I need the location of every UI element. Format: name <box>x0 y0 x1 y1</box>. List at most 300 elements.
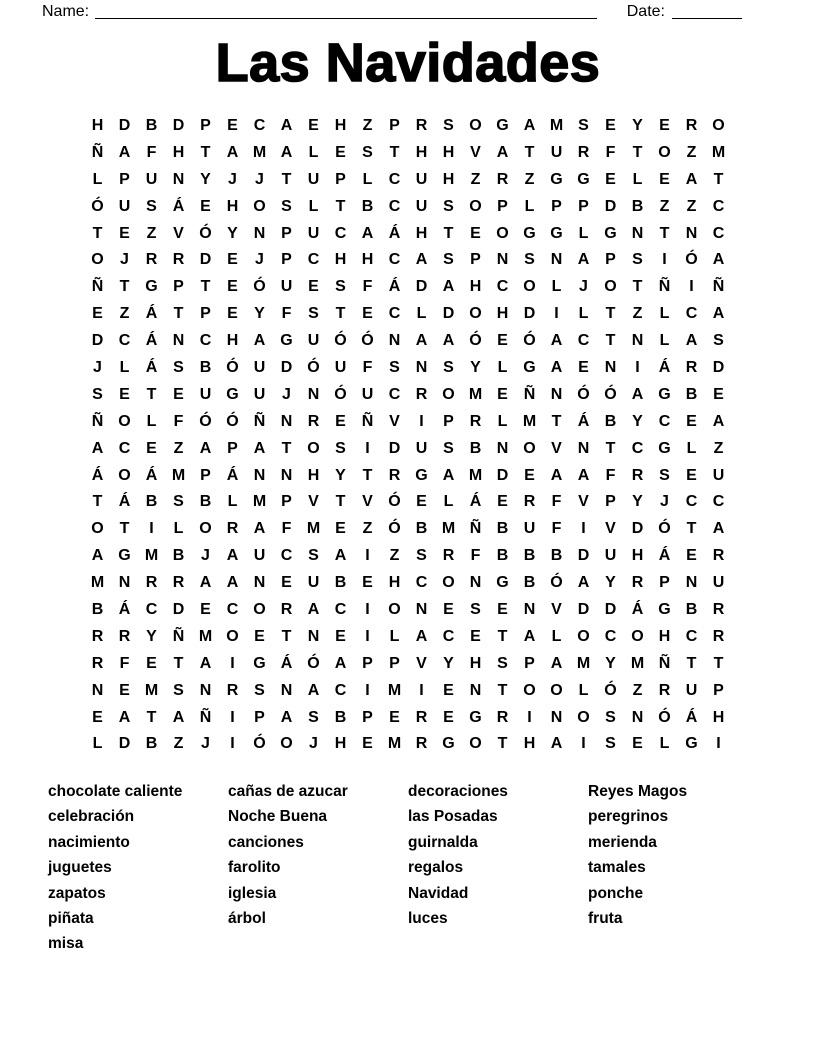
grid-cell-letter: M <box>252 143 267 161</box>
grid-cell-letter: J <box>579 278 588 296</box>
grid-cell-letter: U <box>280 278 293 296</box>
grid-cell-letter: T <box>659 224 670 242</box>
grid-row <box>84 194 732 221</box>
grid-cell-letter: P <box>362 654 373 672</box>
grid-cell-letter: Z <box>659 197 670 215</box>
grid-cell-letter: Ñ <box>712 278 725 296</box>
grid-cell-letter: L <box>524 197 535 215</box>
grid-cell-letter: Y <box>605 654 616 672</box>
grid-cell-letter: U <box>307 224 320 242</box>
grid-cell-letter: C <box>280 547 293 565</box>
grid-cell-letter: O <box>523 681 536 699</box>
grid-cell-letter: L <box>92 170 103 188</box>
grid-cell-letter: Á <box>118 493 131 511</box>
grid-cell-letter: L <box>146 412 157 430</box>
grid-cell-letter: E <box>308 117 319 134</box>
grid-cell-letter: G <box>118 547 131 565</box>
grid-cell-letter: G <box>577 170 590 188</box>
grid-cell-letter: Ó <box>658 708 671 726</box>
word-list-item: canciones <box>228 833 304 851</box>
grid-cell-letter: E <box>497 601 508 619</box>
grid-cell-letter: B <box>415 520 428 538</box>
grid-cell-letter: U <box>712 574 725 592</box>
grid-cell-letter: E <box>335 520 346 538</box>
grid-cell-letter: P <box>389 117 400 134</box>
grid-cell-letter: Z <box>362 117 373 134</box>
grid-cell-letter: E <box>443 708 454 726</box>
grid-cell-letter: T <box>92 493 103 511</box>
word-list-item: peregrinos <box>588 808 669 826</box>
grid-cell-letter: G <box>442 735 455 753</box>
grid-cell-letter: B <box>91 601 104 619</box>
grid-cell-letter: Ñ <box>199 708 212 726</box>
grid-cell-letter: T <box>443 224 454 242</box>
grid-cell-letter: R <box>226 681 239 699</box>
grid-cell-letter: D <box>604 197 617 215</box>
grid-cell-letter: A <box>442 332 455 350</box>
grid-cell-letter: G <box>226 385 239 403</box>
grid-cell-letter: C <box>145 601 158 619</box>
grid-cell-letter: H <box>226 197 239 215</box>
grid-cell-letter: R <box>307 412 320 430</box>
grid-cell-letter: R <box>118 627 131 645</box>
grid-cell-letter: E <box>659 170 670 188</box>
grid-cell-letter: N <box>253 574 266 592</box>
grid-cell-letter: Á <box>145 466 158 484</box>
grid-cell-letter: Ñ <box>91 143 104 161</box>
grid-cell-letter: E <box>281 574 292 592</box>
grid-cell-letter: H <box>469 278 482 296</box>
grid-cell-letter: B <box>469 439 482 457</box>
grid-cell-letter: T <box>335 493 346 511</box>
grid-cell-letter: H <box>91 117 104 134</box>
word-list-item: cañas de azucar <box>228 783 348 800</box>
word-list-item: ponche <box>588 884 644 902</box>
grid-cell-letter: Ó <box>253 278 266 296</box>
grid-cell-letter: E <box>389 708 400 726</box>
grid-cell-letter: B <box>334 708 347 726</box>
grid-cell-letter: R <box>685 359 698 377</box>
word-list-column <box>228 779 408 957</box>
grid-cell-letter: A <box>415 627 428 645</box>
grid-cell-letter: P <box>200 305 211 323</box>
grid-cell-letter: U <box>307 170 320 188</box>
word-list-item: tamales <box>588 859 646 877</box>
grid-cell-letter: P <box>254 708 265 726</box>
grid-cell-letter: C <box>577 332 590 350</box>
grid-cell-letter: O <box>253 197 266 215</box>
grid-cell-letter: Ó <box>199 224 212 242</box>
grid-cell-letter: Ó <box>361 332 374 350</box>
grid-cell-letter: O <box>442 574 455 592</box>
word-list-column <box>408 779 588 957</box>
grid-cell-letter: Ñ <box>658 278 671 296</box>
word-list-column <box>48 779 228 957</box>
grid-cell-letter: U <box>253 385 266 403</box>
grid-row <box>84 113 732 140</box>
grid-cell-letter: E <box>470 224 481 242</box>
grid-cell-letter: P <box>200 466 211 484</box>
grid-cell-letter: I <box>581 520 586 538</box>
grid-cell-letter: L <box>497 359 508 377</box>
grid-cell-letter: D <box>577 547 590 565</box>
grid-cell-letter: S <box>146 197 157 215</box>
grid-cell-letter: C <box>388 305 401 323</box>
grid-cell-letter: Z <box>173 439 184 457</box>
grid-cell-letter: U <box>118 197 131 215</box>
grid-cell-letter: Á <box>145 359 158 377</box>
grid-cell-letter: V <box>551 439 562 457</box>
grid-cell-letter: E <box>605 170 616 188</box>
grid-cell-letter: A <box>550 654 563 672</box>
grid-cell-letter: Ó <box>253 735 266 753</box>
grid-cell-letter: O <box>226 627 239 645</box>
grid-cell-letter: A <box>307 681 320 699</box>
grid-row <box>84 140 732 167</box>
grid-cell-letter: N <box>388 332 401 350</box>
grid-row <box>84 355 732 382</box>
grid-cell-letter: Ó <box>577 385 590 403</box>
grid-cell-letter: A <box>523 117 536 134</box>
grid-cell-letter: A <box>577 574 590 592</box>
grid-cell-letter: F <box>146 143 157 161</box>
grid-cell-letter: R <box>442 547 455 565</box>
grid-cell-letter: U <box>334 359 347 377</box>
grid-cell-letter: F <box>551 493 562 511</box>
grid-cell-letter: A <box>226 143 239 161</box>
grid-cell-letter: P <box>659 574 670 592</box>
grid-cell-letter: M <box>711 143 726 161</box>
grid-cell-letter: R <box>496 170 509 188</box>
grid-cell-letter: P <box>281 493 292 511</box>
grid-cell-letter: P <box>227 439 238 457</box>
grid-row <box>84 463 732 490</box>
grid-cell-letter: E <box>443 681 454 699</box>
grid-cell-letter: B <box>145 493 158 511</box>
grid-cell-letter: A <box>712 412 725 430</box>
grid-cell-letter: O <box>523 278 536 296</box>
grid-cell-letter: N <box>604 359 617 377</box>
grid-cell-letter: N <box>631 332 644 350</box>
grid-cell-letter: E <box>470 627 481 645</box>
grid-row <box>84 705 732 732</box>
word-list-item: piñata <box>48 909 94 927</box>
grid-cell-letter: E <box>254 627 265 645</box>
grid-cell-letter: E <box>92 305 103 323</box>
grid-cell-letter: I <box>365 681 370 699</box>
grid-cell-letter: E <box>335 412 346 430</box>
word-list-item: Noche Buena <box>228 808 328 826</box>
grid-cell-letter: A <box>442 278 455 296</box>
grid-cell-letter: E <box>659 117 670 134</box>
grid-cell-letter: I <box>716 735 721 753</box>
grid-cell-letter: E <box>362 574 373 592</box>
grid-cell-letter: A <box>118 708 131 726</box>
grid-cell-letter: N <box>253 466 266 484</box>
grid-cell-letter: D <box>91 332 104 350</box>
date-label: Date: <box>626 3 665 20</box>
grid-row <box>84 436 732 463</box>
grid-cell-letter: A <box>415 332 428 350</box>
grid-cell-letter: S <box>443 251 454 269</box>
grid-cell-letter: T <box>713 170 724 188</box>
grid-cell-letter: G <box>550 224 563 242</box>
grid-cell-letter: T <box>497 735 508 753</box>
grid-cell-letter: Á <box>658 547 671 565</box>
grid-row <box>84 409 732 436</box>
grid-cell-letter: A <box>685 332 698 350</box>
grid-cell-letter: Ñ <box>658 654 671 672</box>
grid-cell-letter: H <box>334 117 347 134</box>
grid-cell-letter: O <box>118 466 131 484</box>
grid-cell-letter: E <box>632 735 643 753</box>
grid-cell-letter: R <box>523 493 536 511</box>
grid-cell-letter: R <box>145 251 158 269</box>
grid-cell-letter: C <box>442 627 455 645</box>
grid-cell-letter: G <box>469 708 482 726</box>
grid-cell-letter: L <box>686 439 697 457</box>
grid-cell-letter: G <box>145 278 158 296</box>
grid-cell-letter: E <box>227 278 238 296</box>
grid-cell-letter: G <box>523 224 536 242</box>
grid-cell-letter: A <box>361 224 374 242</box>
grid-cell-letter: U <box>253 359 266 377</box>
grid-cell-letter: C <box>253 117 266 134</box>
grid-row <box>84 274 732 301</box>
grid-cell-letter: E <box>605 117 616 134</box>
grid-cell-letter: E <box>227 251 238 269</box>
grid-cell-letter: A <box>172 708 185 726</box>
grid-cell-letter: J <box>201 735 210 753</box>
grid-cell-letter: R <box>145 574 158 592</box>
grid-cell-letter: S <box>308 305 319 323</box>
grid-cell-letter: C <box>307 251 320 269</box>
grid-cell-letter: S <box>335 439 346 457</box>
grid-cell-letter: N <box>550 251 563 269</box>
grid-cell-letter: Y <box>227 224 238 242</box>
grid-cell-letter: Z <box>146 224 157 242</box>
grid-cell-letter: I <box>230 654 235 672</box>
grid-cell-letter: B <box>685 601 698 619</box>
grid-cell-letter: Y <box>443 654 454 672</box>
grid-cell-letter: Ó <box>307 654 320 672</box>
grid-cell-letter: A <box>280 708 293 726</box>
grid-cell-letter: S <box>443 117 454 134</box>
grid-cell-letter: E <box>578 359 589 377</box>
grid-cell-letter: E <box>686 412 697 430</box>
grid-cell-letter: L <box>551 627 562 645</box>
grid-cell-letter: I <box>554 305 559 323</box>
grid-cell-letter: H <box>658 627 671 645</box>
grid-cell-letter: I <box>365 601 370 619</box>
grid-cell-letter: Z <box>470 170 481 188</box>
grid-cell-letter: C <box>118 439 131 457</box>
grid-cell-letter: E <box>200 197 211 215</box>
grid-cell-letter: P <box>173 278 184 296</box>
grid-cell-letter: Z <box>173 735 184 753</box>
grid-cell-letter: C <box>496 278 509 296</box>
grid-cell-letter: T <box>146 708 157 726</box>
grid-cell-letter: D <box>388 439 401 457</box>
grid-cell-letter: C <box>685 305 698 323</box>
grid-cell-letter: T <box>335 197 346 215</box>
grid-cell-letter: Ñ <box>91 412 104 430</box>
grid-cell-letter: Y <box>632 493 643 511</box>
grid-cell-letter: F <box>173 412 184 430</box>
grid-cell-letter: I <box>230 735 235 753</box>
grid-cell-letter: U <box>550 143 563 161</box>
word-list-item: las Posadas <box>408 808 498 826</box>
grid-cell-letter: U <box>415 170 428 188</box>
grid-cell-letter: B <box>361 197 374 215</box>
grid-cell-letter: M <box>387 681 402 699</box>
grid-cell-letter: E <box>146 439 157 457</box>
grid-cell-letter: Ó <box>388 493 401 511</box>
grid-cell-letter: S <box>308 708 319 726</box>
name-blank-line <box>95 5 597 19</box>
grid-cell-letter: M <box>198 627 213 645</box>
grid-cell-letter: M <box>387 735 402 753</box>
grid-cell-letter: E <box>713 385 724 403</box>
grid-cell-letter: H <box>334 251 347 269</box>
grid-cell-letter: P <box>443 412 454 430</box>
grid-cell-letter: I <box>662 251 667 269</box>
grid-cell-letter: L <box>578 224 589 242</box>
grid-cell-letter: Ñ <box>253 412 266 430</box>
grid-cell-letter: T <box>605 439 616 457</box>
grid-cell-letter: A <box>577 251 590 269</box>
grid-cell-letter: G <box>415 466 428 484</box>
grid-cell-letter: R <box>415 117 428 134</box>
grid-cell-letter: B <box>496 520 509 538</box>
grid-cell-letter: O <box>280 735 293 753</box>
grid-cell-letter: M <box>441 520 456 538</box>
grid-cell-letter: N <box>469 681 482 699</box>
word-search-grid <box>84 113 732 758</box>
grid-cell-letter: T <box>524 143 535 161</box>
grid-cell-letter: N <box>496 439 509 457</box>
grid-cell-letter: C <box>631 439 644 457</box>
grid-cell-letter: C <box>388 197 401 215</box>
grid-cell-letter: A <box>199 654 212 672</box>
grid-cell-letter: O <box>577 627 590 645</box>
word-list-item: farolito <box>228 859 281 877</box>
grid-cell-letter: T <box>119 520 130 538</box>
grid-cell-letter: D <box>604 601 617 619</box>
grid-cell-letter: Á <box>388 224 401 242</box>
word-list-item: regalos <box>408 859 464 877</box>
grid-cell-letter: A <box>91 547 104 565</box>
grid-cell-letter: C <box>685 493 698 511</box>
grid-cell-letter: I <box>419 412 424 430</box>
grid-cell-letter: G <box>550 170 563 188</box>
grid-cell-letter: Á <box>685 708 698 726</box>
grid-cell-letter: L <box>578 681 589 699</box>
grid-cell-letter: S <box>416 547 427 565</box>
grid-cell-letter: O <box>388 601 401 619</box>
grid-cell-letter: G <box>523 359 536 377</box>
word-list-item: luces <box>408 909 448 927</box>
grid-cell-letter: L <box>551 278 562 296</box>
grid-cell-letter: B <box>199 359 212 377</box>
grid-cell-letter: E <box>335 143 346 161</box>
grid-cell-letter: P <box>605 493 616 511</box>
grid-cell-letter: Á <box>631 601 644 619</box>
grid-cell-letter: G <box>496 574 509 592</box>
word-list-item: celebración <box>48 808 135 826</box>
grid-cell-letter: B <box>172 547 185 565</box>
word-list-item: iglesia <box>228 884 277 902</box>
word-list-item: merienda <box>588 833 657 851</box>
grid-cell-letter: C <box>388 385 401 403</box>
grid-cell-letter: N <box>685 574 698 592</box>
grid-cell-letter: Ó <box>523 332 536 350</box>
grid-cell-letter: D <box>280 359 293 377</box>
grid-cell-letter: E <box>686 547 697 565</box>
grid-cell-letter: J <box>201 547 210 565</box>
grid-cell-letter: H <box>442 143 455 161</box>
grid-cell-letter: V <box>389 412 400 430</box>
grid-cell-letter: Z <box>632 681 643 699</box>
grid-cell-letter: H <box>226 332 239 350</box>
grid-cell-letter: R <box>172 251 185 269</box>
grid-cell-letter: H <box>469 654 482 672</box>
grid-cell-letter: Z <box>389 547 400 565</box>
grid-cell-letter: N <box>577 439 590 457</box>
grid-cell-letter: Ñ <box>91 278 104 296</box>
grid-cell-letter: F <box>119 654 130 672</box>
grid-cell-letter: N <box>550 385 563 403</box>
grid-cell-letter: P <box>389 654 400 672</box>
grid-cell-letter: G <box>604 224 617 242</box>
grid-cell-letter: P <box>281 224 292 242</box>
grid-cell-letter: U <box>415 439 428 457</box>
grid-cell-letter: R <box>415 708 428 726</box>
grid-cell-letter: R <box>226 520 239 538</box>
grid-cell-letter: E <box>227 305 238 323</box>
grid-cell-letter: T <box>173 654 184 672</box>
grid-cell-letter: A <box>523 627 536 645</box>
grid-cell-letter: O <box>496 224 509 242</box>
grid-cell-letter: R <box>685 117 698 134</box>
grid-cell-letter: I <box>230 708 235 726</box>
grid-cell-letter: H <box>361 251 374 269</box>
grid-cell-letter: N <box>199 681 212 699</box>
grid-cell-letter: D <box>496 466 509 484</box>
grid-cell-letter: M <box>144 681 159 699</box>
grid-cell-letter: E <box>119 224 130 242</box>
grid-cell-letter: Y <box>470 359 481 377</box>
grid-cell-letter: V <box>362 493 373 511</box>
grid-cell-letter: P <box>551 197 562 215</box>
grid-cell-letter: A <box>199 574 212 592</box>
grid-cell-letter: U <box>199 385 212 403</box>
grid-cell-letter: D <box>172 601 185 619</box>
grid-cell-letter: P <box>605 251 616 269</box>
grid-cell-letter: U <box>415 197 428 215</box>
grid-cell-letter: P <box>524 654 535 672</box>
grid-cell-letter: L <box>578 305 589 323</box>
grid-cell-letter: B <box>604 412 617 430</box>
grid-cell-letter: T <box>605 305 616 323</box>
grid-cell-letter: L <box>119 359 130 377</box>
grid-cell-letter: A <box>280 117 293 134</box>
grid-row <box>84 624 732 651</box>
grid-cell-letter: I <box>689 278 694 296</box>
grid-cell-letter: O <box>253 601 266 619</box>
grid-cell-letter: A <box>199 439 212 457</box>
grid-cell-letter: U <box>523 520 536 538</box>
